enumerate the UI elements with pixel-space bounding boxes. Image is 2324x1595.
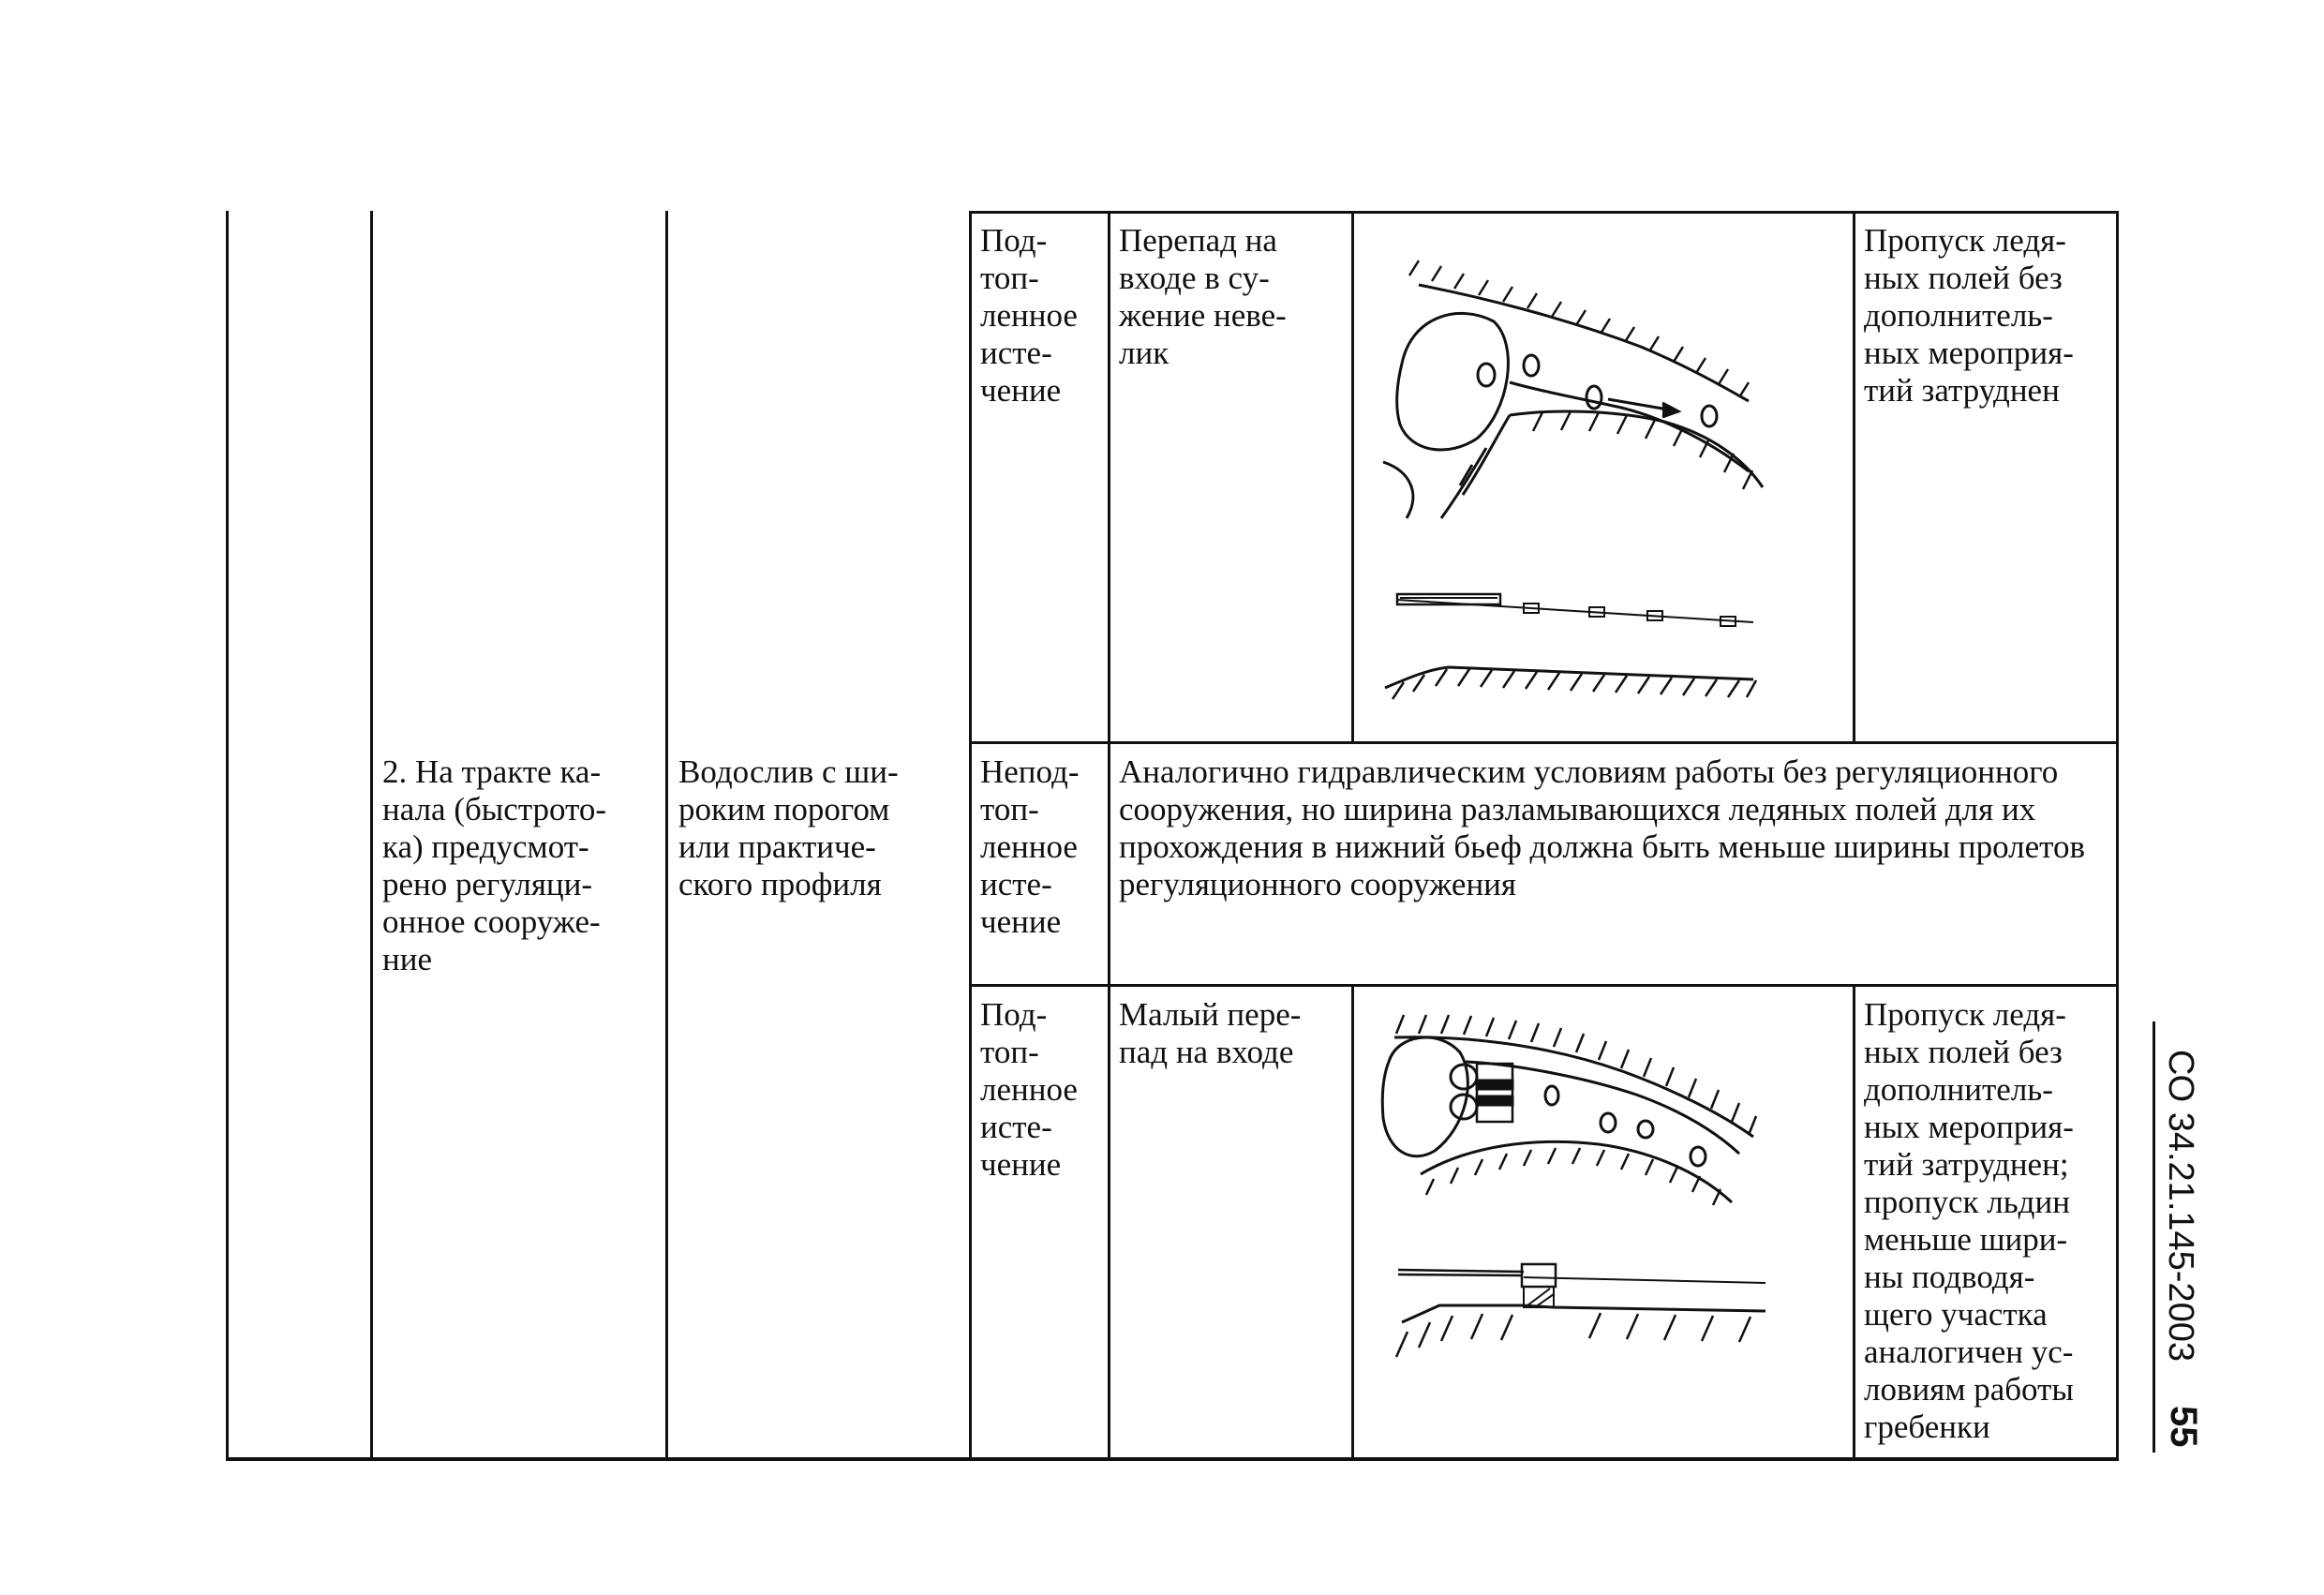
structure-type-label: Водослив с ши- роким порогом или практиче- ского профиля — [678, 753, 899, 902]
condition-cell: Малый пере- пад на входе — [1119, 996, 1302, 1070]
page-number: 55 — [2163, 1406, 2204, 1448]
result-cell: Пропуск ледя- ных полей без дополнитель- ных мероприя- тий затруднен; пропуск льдин меньше шири- ны подводя- щего участка аналогичен ус- ловиям работы гребенки — [1864, 996, 2074, 1445]
result-cell: Пропуск ледя- ных полей без дополнитель- ных мероприя- тий затруднен — [1864, 222, 2074, 409]
regulating-structure-ice-diagram — [1355, 987, 1852, 1457]
case-label: 2. На тракте ка- нала (быстрото- ка) предусмот- рено регуляци- онное сооруже- ние — [382, 753, 607, 977]
margin-rule — [2153, 1021, 2155, 1453]
condition-cell: Перепад на входе в су- жение неве- лик — [1119, 222, 1287, 371]
flow-regime-cell: Непод- топ- ленное исте- чение — [980, 753, 1080, 940]
document-code: СО 34.21.145-2003 — [2161, 1050, 2200, 1362]
flow-regime-cell: Под- топ- ленное исте- чение — [980, 996, 1078, 1183]
flow-regime-cell: Под- топ- ленное исте- чение — [980, 222, 1078, 409]
merged-description-cell: Аналогично гидравлическим условиям работы без регуляционного сооружения, но ширина разламывающихся ледяных полей для их прохождения в нижний бьеф должна быть меньше ширины пролетов регуляционного сооружения — [1119, 753, 2085, 902]
narrowing-ice-passage-diagram — [1355, 214, 1852, 741]
